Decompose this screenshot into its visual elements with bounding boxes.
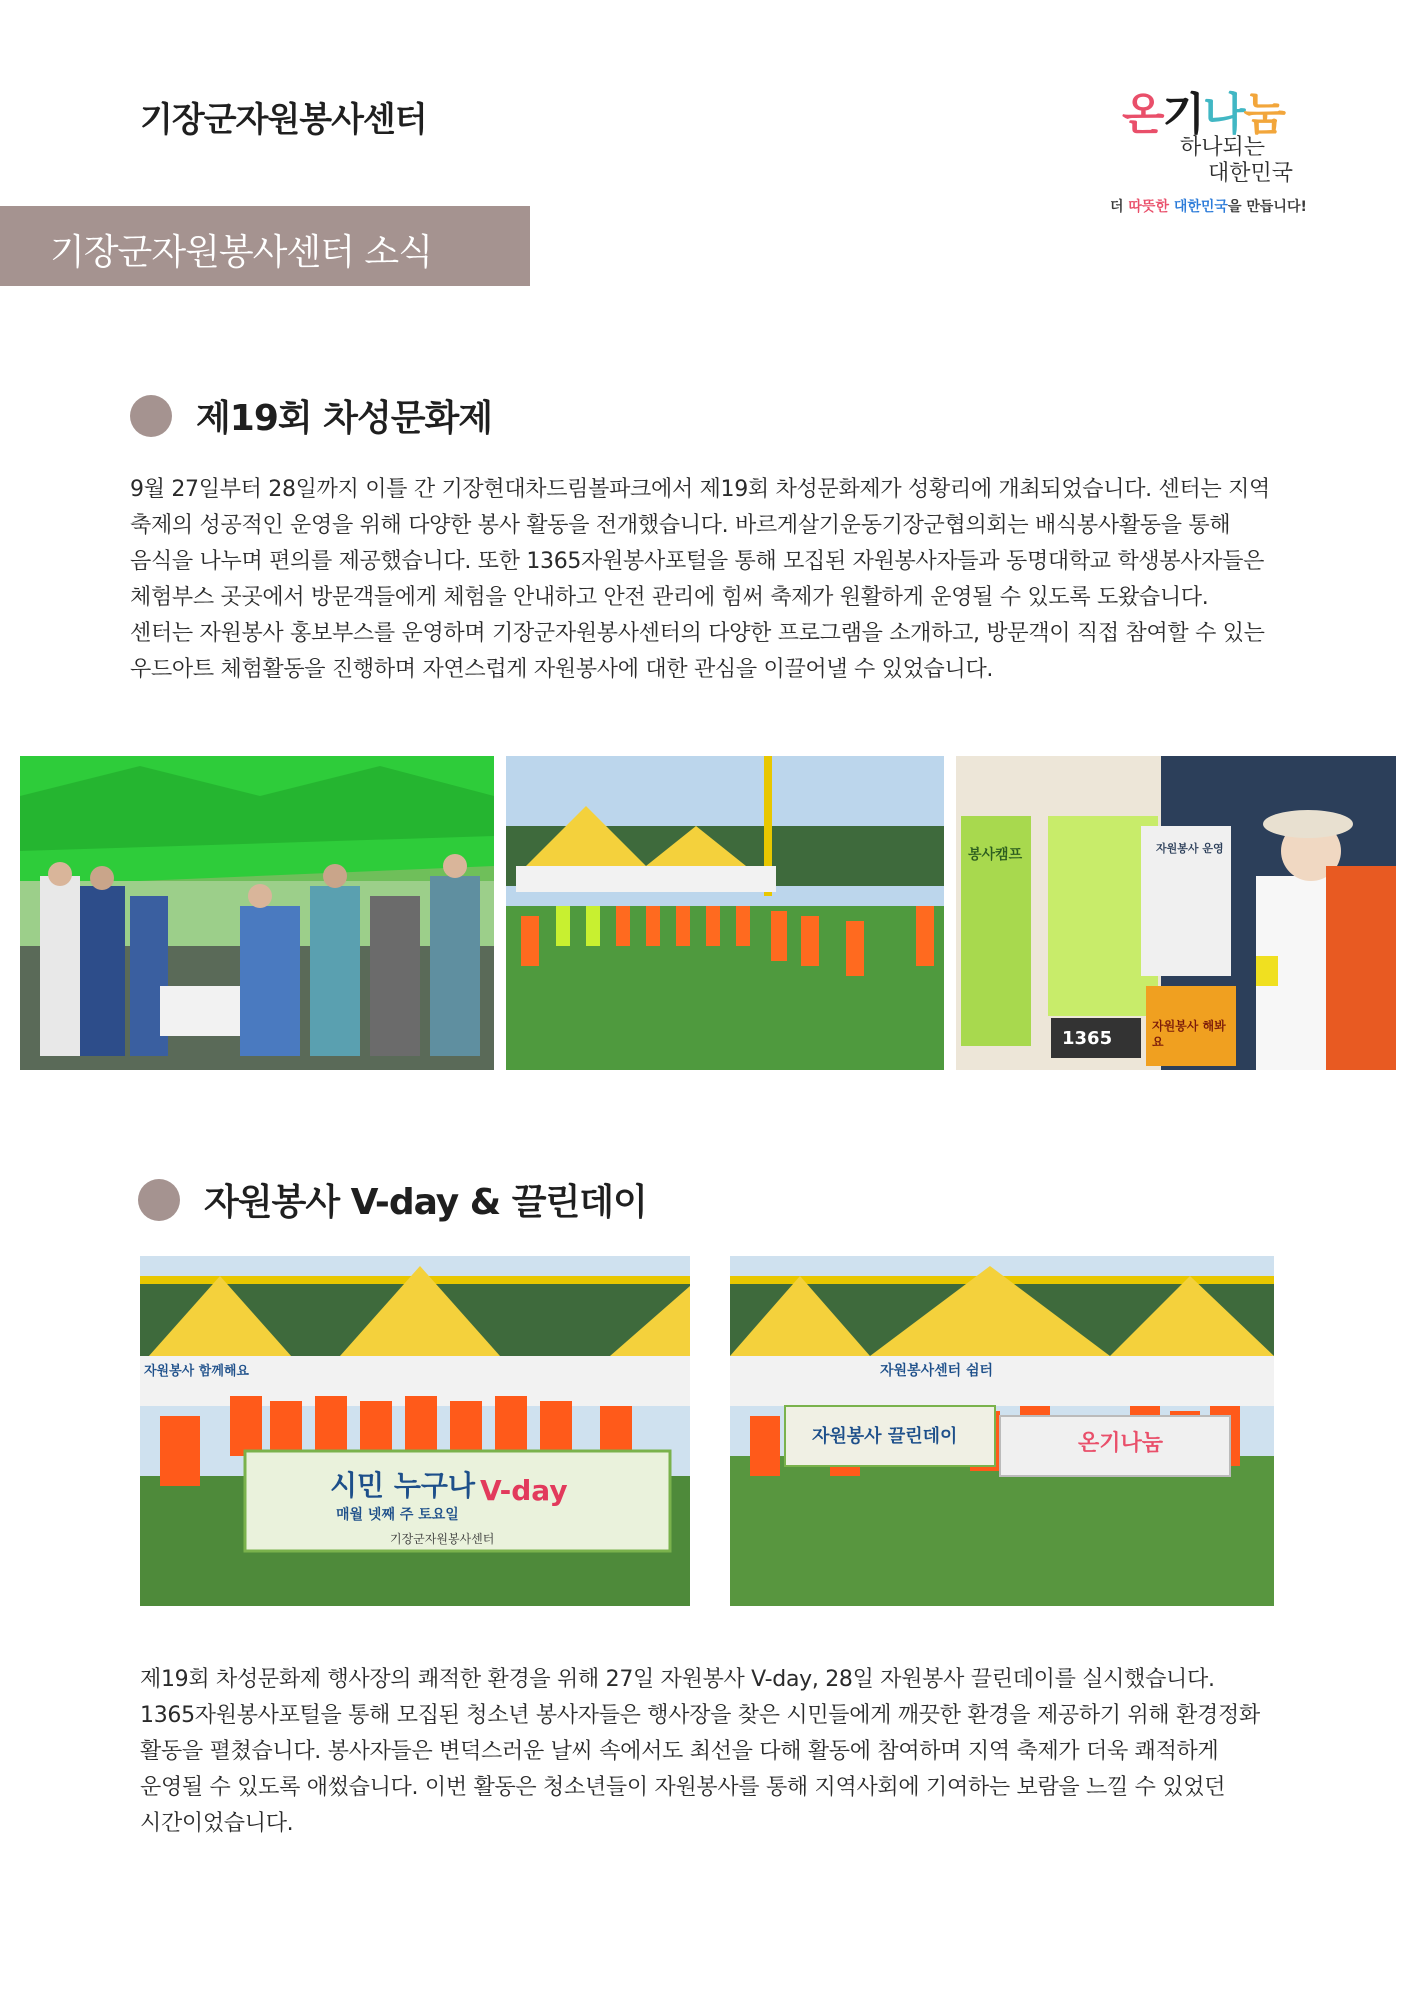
section-title-festival: 제19회 차성문화제 [130, 390, 492, 441]
vday-banner-org: 기장군자원봉사센터 [390, 1532, 495, 1546]
bullet-dot [138, 1179, 180, 1221]
booth-poster: 자원봉사 해봐요 [1152, 1019, 1226, 1049]
tent-sign-right: 자원봉사센터 쉼터 [880, 1363, 994, 1379]
cleanday-banner: 자원봉사 끌린데이 [812, 1426, 958, 1447]
logo-wordmark: 온기나눔 [1122, 89, 1285, 140]
festival-paragraph: 9월 27일부터 28일까지 이틀 간 기장현대차드림볼파크에서 제19회 차성문화제가 성황리에 개최되었습니다. 센터는 지역 축제의 성공적인 운영을 위해 다양한 봉사 활동을 전개했습니다. 바르게살기운동기장군협의회는 배식봉사활동을 통해 음식을 나누며 편의를 제공했습니다. 또한 1365자원봉사포털을 통해 모집된 자원봉사자들과 동명대학교 학생봉사자들은 체험부스 곳곳에서 방문객들에게 체험을 안내하고 안전 관리에 힘써 축제가 원활하게 운영될 수 있도록 도왔습니다. 센터는 자원봉사 홍보부스를 운영하며 기장군자원봉사센터의 다양한 프로그램을 소개하고, 방문객이 직접 참여할 수 있는 우드아트 체험활동을 진행하며 자연스럽게 자원봉사에 대한 관심을 이끌어낼 수 있었습니다. [130, 477, 1270, 682]
news-banner [0, 206, 530, 286]
section-title-vday: 자원봉사 V-day & 끌린데이 [138, 1174, 647, 1225]
logo-subtitle-1: 하나되는 [1180, 135, 1266, 160]
photo-promotion-booth [956, 756, 1396, 1070]
photo-volunteers-gathering [506, 756, 944, 1070]
photo-food-service [20, 756, 494, 1070]
ongi-nanum-logo [1110, 78, 1320, 218]
photo-vday-group [140, 1256, 690, 1606]
photo-cleanday-group [730, 1256, 1274, 1606]
vday-banner-sub: 매월 넷째 주 토요일 [336, 1507, 459, 1523]
bullet-dot [130, 395, 172, 437]
logo-subtitle-2: 대한민국 [1208, 161, 1294, 186]
org-name: 기장군자원봉사센터 [140, 100, 427, 140]
booth-sign: 봉사캠프 [968, 847, 1023, 863]
logo-tagline: 더 따뜻한 대한민국을 만듭니다! [1110, 199, 1307, 215]
vday-banner-main: 시민 누구나 [330, 1469, 475, 1502]
vday-banner-day: V-day [480, 1474, 568, 1507]
cleanday-banner-logo: 온기나눔 [1078, 1431, 1164, 1456]
vday-paragraph: 제19회 차성문화제 행사장의 쾌적한 환경을 위해 27일 자원봉사 V-day, 28일 자원봉사 끌린데이를 실시했습니다. 1365자원봉사포털을 통해 모집된 청소년 봉사자들은 행사장을 찾은 시민들에게 깨끗한 환경을 제공하기 위해 환경정화 활동을 펼쳤습니다. 봉사자들은 변덕스러운 날씨 속에서도 최선을 다해 활동에 참여하며 지역 축제가 더욱 쾌적하게 운영될 수 있도록 애썼습니다. 이번 활동은 청소년들이 자원봉사를 통해 지역사회에 기여하는 보람을 느낄 수 있었던 시간이었습니다. [140, 1667, 1260, 1836]
news-banner-label: 기장군자원봉사센터 소식 [50, 232, 432, 273]
badge-1365: 1365 [1062, 1028, 1113, 1049]
booth-panel-title: 자원봉사 운영 [1156, 842, 1224, 855]
tent-sign-left: 자원봉사 함께해요 [144, 1364, 249, 1379]
